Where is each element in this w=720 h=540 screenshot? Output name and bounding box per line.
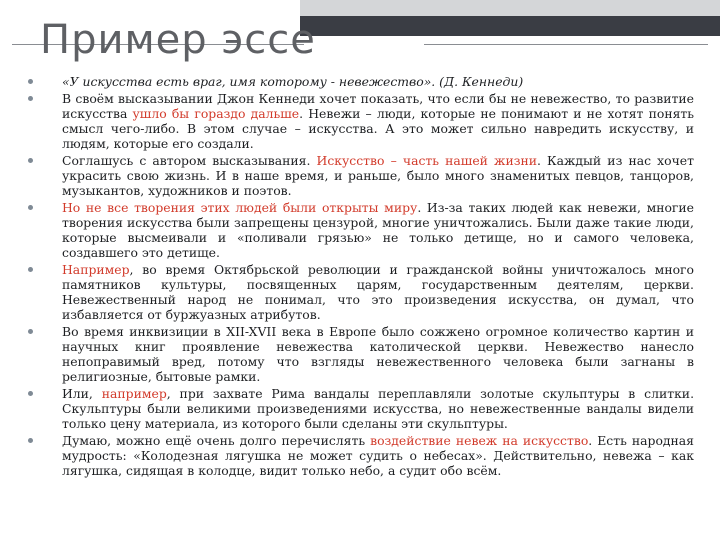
bullet-text: Соглашусь с автором высказывания. bbox=[62, 153, 317, 168]
highlighted-phrase: Например bbox=[62, 262, 130, 277]
bullet-item bbox=[22, 153, 694, 198]
highlighted-phrase: Искусство – часть нашей жизни bbox=[316, 153, 537, 168]
bullet-text: , при захвате Рима вандалы переплавляли золотые скульптуры в слитки. Скульптуры были великими произведениями искусства, но невежественные вандалы видели только цену материала, из которого были сделаны эти скульптуры. bbox=[62, 386, 695, 431]
bullet-item bbox=[22, 324, 694, 384]
header-band-dark bbox=[300, 16, 720, 36]
bullet-dot-icon bbox=[28, 329, 33, 334]
bullet-text: В своём высказывании Джон Кеннеди хочет показать, что если бы не невежество, то развитие искусства bbox=[62, 91, 694, 121]
bullet-text: . Есть народная мудрость: «Колодезная лягушка не может судить о небесах». Действительно, невежа – как лягушка, сидящая в колодце, видит только небо, а судит обо всём. bbox=[62, 433, 694, 478]
bullet-item bbox=[22, 91, 694, 151]
bullet-text: . Невежи – люди, которые не понимают и не хотят понять смысл чего-либо. В этом случае – искусства. А это может сильно навредить искусству, и людям, которые его создали. bbox=[62, 106, 694, 151]
bullet-dot-icon bbox=[28, 391, 33, 396]
bullet-dot-icon bbox=[28, 205, 33, 210]
highlighted-phrase: например bbox=[101, 386, 167, 401]
bullet-item bbox=[22, 433, 694, 478]
epigraph-quote: «У искусства есть враг, имя которому - невежество». (Д. Кеннеди) bbox=[62, 74, 524, 89]
bullet-dot-icon bbox=[28, 267, 33, 272]
bullet-text: , во время Октябрьской революции и гражданской войны уничтожалось много памятников культуры, посвященных царям, государственным деятелям, церкви. Невежественный народ не понимал, что это произведения искусства, он думал, что избавляется от буржуазных атрибутов. bbox=[62, 262, 694, 322]
bullet-list bbox=[22, 74, 694, 480]
highlighted-phrase: Но не все творения этих людей были открыты миру bbox=[62, 200, 418, 215]
bullet-item bbox=[22, 74, 694, 89]
bullet-text: Во время инквизиции в XII-XVII века в Европе было сожжено огромное количество картин и научных книг проявление невежества католической церкви. Невежество нанесло непоправимый вред, потому что взгляды невежественного человека были загнаны в религиозные, бытовые рамки. bbox=[62, 324, 694, 384]
bullet-text: Думаю, можно ещё очень долго перечислять bbox=[62, 433, 371, 448]
bullet-text: Или, bbox=[62, 386, 102, 401]
bullet-dot-icon bbox=[28, 96, 33, 101]
header-rule-right bbox=[424, 44, 708, 45]
bullet-dot-icon bbox=[28, 438, 33, 443]
bullet-item bbox=[22, 262, 694, 322]
bullet-dot-icon bbox=[28, 158, 33, 163]
highlighted-phrase: ушло бы гораздо дальше bbox=[132, 106, 300, 121]
header-band-light bbox=[300, 0, 720, 16]
bullet-dot-icon bbox=[28, 79, 33, 84]
bullet-text: . Из-за таких людей как невежи, многие творения искусства были запрещены цензурой, многие уничтожались. Были даже такие люди, которые высмеивали и «поливали грязью» не только детище, но и самого человека, создавшего это детище. bbox=[62, 200, 695, 260]
bullet-text: . Каждый из нас хочет украсить свою жизнь. И в наше время, и раньше, было много знаменитых певцов, танцоров, музыкантов, художников и поэтов. bbox=[62, 153, 694, 198]
highlighted-phrase: воздействие невеж на искусство bbox=[370, 433, 589, 448]
bullet-item bbox=[22, 386, 694, 431]
bullet-item bbox=[22, 200, 694, 260]
slide-title: Пример эссе bbox=[40, 17, 316, 63]
